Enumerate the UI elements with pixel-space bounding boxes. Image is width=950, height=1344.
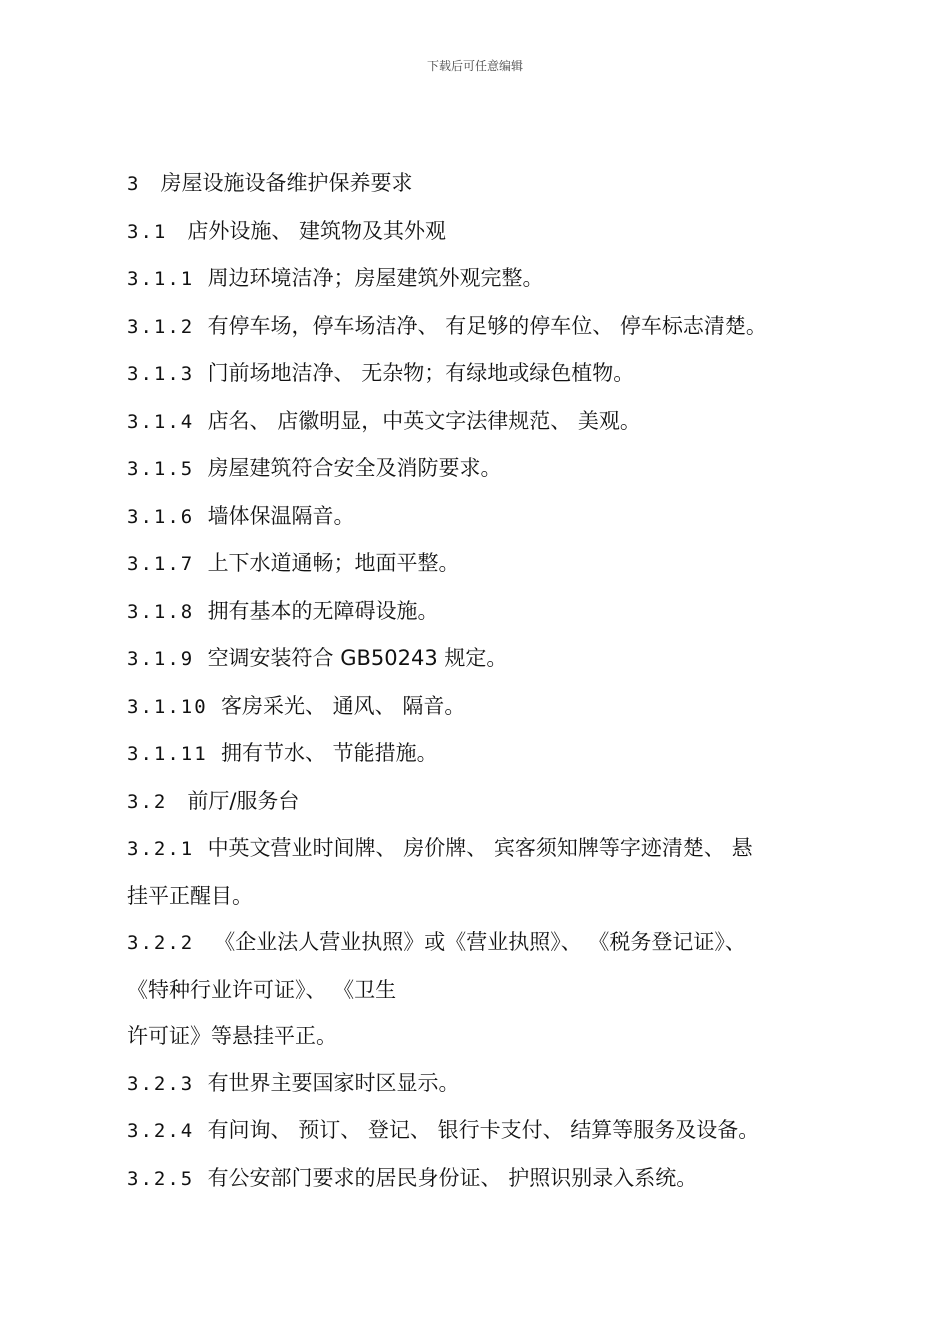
clause-number: 3.1.9 — [127, 648, 195, 670]
clause-continuation — [127, 1013, 842, 1060]
clause-text: 有世界主要国家时区显示。 — [207, 1070, 460, 1095]
clause-number: 3.1.3 — [127, 363, 195, 385]
clause-number: 3.2.3 — [127, 1072, 195, 1095]
clause-line — [127, 635, 842, 683]
clause-text: 房屋设施设备维护保养要求 — [160, 171, 413, 195]
document-body — [127, 160, 842, 1202]
clause-number: 3.2.4 — [127, 1120, 195, 1142]
page-header: 下载后可任意编辑 — [426, 59, 523, 73]
clause-line — [127, 588, 842, 636]
clause-text: 墙体保温隔音。 — [207, 503, 355, 528]
clause-text: 房屋建筑符合安全及消防要求。 — [207, 456, 502, 480]
clause-text: 《特种行业许可证》、 《卫生 — [127, 977, 397, 1002]
clause-number: 3.1.7 — [127, 553, 195, 575]
clause-line — [127, 919, 842, 967]
clause-text: 许可证》等悬挂平正。 — [127, 1024, 337, 1048]
clause-line — [127, 825, 842, 873]
clause-number: 3.1.2 — [127, 315, 195, 338]
clause-text: 拥有基本的无障碍设施。 — [207, 598, 439, 623]
clause-text: 中英文营业时间牌、 房价牌、 宾客须知牌等字迹清楚、 悬 — [207, 836, 753, 860]
clause-text: 挂平正醒目。 — [127, 883, 253, 908]
clause-line — [127, 683, 842, 731]
section-heading — [127, 160, 842, 208]
clause-number: 3 — [127, 173, 141, 195]
clause-number: 3.1.10 — [127, 695, 208, 718]
clause-line — [127, 1155, 842, 1203]
clause-continuation — [127, 873, 842, 920]
clause-text: 客房采光、 通风、 隔音。 — [221, 693, 466, 718]
clause-text: 门前场地洁净、 无杂物；有绿地或绿色植物。 — [207, 361, 635, 385]
clause-text: 有停车场，停车场洁净、 有足够的停车位、 停车标志清楚。 — [207, 313, 767, 338]
clause-text: 店外设施、 建筑物及其外观 — [187, 218, 447, 243]
clause-number: 3.2 — [127, 790, 168, 813]
clause-number: 3.1.11 — [127, 743, 208, 765]
clause-text: 有问询、 预订、 登记、 银行卡支付、 结算等服务及设备。 — [207, 1118, 760, 1142]
clause-text: 店名、 店徽明显，中英文字法律规范、 美观。 — [207, 408, 641, 433]
clause-number: 3.1.6 — [127, 505, 195, 528]
clause-text: 周边环境洁净；房屋建筑外观完整。 — [207, 266, 544, 290]
clause-line — [127, 255, 842, 303]
clause-number: 3.1.5 — [127, 458, 195, 480]
clause-text: 《企业法人营业执照》或《营业执照》、 《税务登记证》、 — [214, 930, 746, 954]
clause-line — [127, 540, 842, 588]
subsection-heading — [127, 778, 842, 826]
clause-text: 上下水道通畅；地面平整。 — [207, 551, 460, 575]
clause-line — [127, 493, 842, 541]
clause-text: 有公安部门要求的居民身份证、 护照识别录入系统。 — [207, 1165, 698, 1190]
clause-text: 拥有节水、 节能措施。 — [221, 741, 438, 765]
clause-number: 3.2.2 — [127, 932, 195, 954]
clause-number: 3.1 — [127, 220, 168, 243]
clause-number: 3.1.1 — [127, 268, 195, 290]
clause-line — [127, 730, 842, 778]
clause-line — [127, 445, 842, 493]
clause-line — [127, 398, 842, 446]
clause-line — [127, 1060, 842, 1108]
clause-continuation — [127, 967, 842, 1014]
clause-line — [127, 350, 842, 398]
clause-number: 3.1.8 — [127, 600, 195, 623]
clause-text: 空调安装符合 GB50243 规定。 — [207, 646, 508, 670]
clause-line — [127, 1107, 842, 1155]
subsection-heading — [127, 208, 842, 256]
clause-text: 前厅/服务台 — [187, 788, 300, 813]
clause-number: 3.2.5 — [127, 1167, 195, 1190]
clause-number: 3.2.1 — [127, 838, 195, 860]
clause-number: 3.1.4 — [127, 410, 195, 433]
clause-line — [127, 303, 842, 351]
